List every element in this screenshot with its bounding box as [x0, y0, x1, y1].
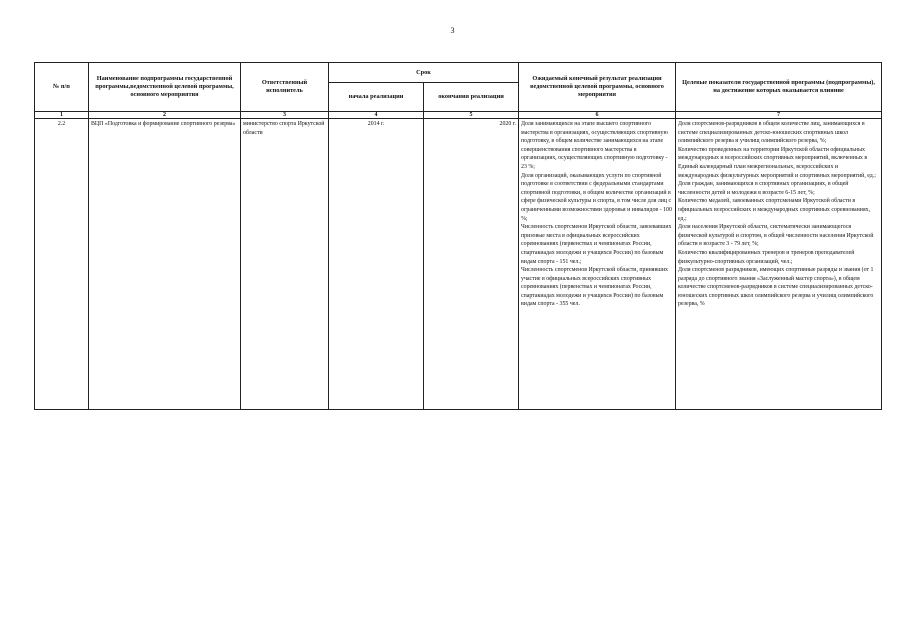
row-number: 2.2 — [35, 119, 89, 410]
header-expected-result: Ожидаемый конечный результат реализации ведомственной целевой программы, основного мероприятия — [519, 63, 676, 112]
indicator-item: Количество медалей, завоеванных спортсменами Иркутской области в официальных всероссийских и международных спортивных соревнованиях, ед.; — [678, 198, 871, 222]
column-number: 4 — [329, 112, 424, 119]
program-table — [34, 62, 882, 410]
page-number: 3 — [450, 26, 455, 35]
result-item: Численность спортсменов Иркутской области, принявших участие в официальных всероссийских спортивных соревнованиях (первенствах и чемпионатах России, спартакиадах молодежи и учащихся России) по базовым видам спорта - 355 чел. — [521, 267, 668, 308]
column-number: 3 — [241, 112, 329, 119]
indicator-item: Доля населения Иркутской области, систематически занимающегося физической культурой и спортом, в общей численности населения Иркутской области в возрасте 3 - 79 лет, %; — [678, 224, 874, 248]
result-item: Доля занимающихся на этапе высшего спортивного мастерства в организациях, осуществляющих спортивную подготовку, в общем количестве занимающихся на этапе совершенствования спортивного мастерства в организациях, осуществляющих спортивную подготовку - 23 %; — [521, 121, 668, 170]
column-number: 6 — [519, 112, 676, 119]
target-indicators-cell — [676, 119, 882, 410]
indicator-item: Доля граждан, занимающихся в спортивных организациях, в общей численности детей и молодежи в возрасте 6-15 лет, %; — [678, 181, 849, 196]
indicator-item: Доля спортсменов-разрядников в общем количестве лиц, занимающихся в системе специализированных детско-юношеских спортивных школ олимпийского резерва и училищ олимпийского резерва, %; — [678, 121, 865, 145]
header-term-end: окончания реализации — [424, 83, 519, 112]
table-row — [35, 119, 882, 410]
header-term-start: начала реализации — [329, 83, 424, 112]
program-name-cell: ВЦП «Подготовка и формирование спортивного резерва» — [89, 119, 241, 410]
header-program-name: Наименование подпрограммы государственной программы,ведомственной целевой программы, основного мероприятия — [89, 63, 241, 112]
indicator-item: Количество проведенных на территории Иркутской области официальных международных и всероссийских спортивных мероприятий, включенных в Единый календарный план межрегиональных, всероссийских и международных физкультурных мероприятий и спортивных мероприятий, ед.; — [678, 146, 876, 179]
column-number: 5 — [424, 112, 519, 119]
header-term: Срок — [329, 63, 519, 83]
result-item: Доля организаций, оказывающих услуги по спортивной подготовке в соответствии с федеральными стандартами спортивной подготовки, в общем количестве организаций в сфере физической культуры и спорта, в том числе для лиц с ограниченными возможностями здоровья и инвалидов - 100 %; — [521, 172, 672, 222]
column-number: 7 — [676, 112, 882, 119]
column-number: 2 — [89, 112, 241, 119]
executor-cell: министерство спорта Иркутской области — [241, 119, 329, 410]
header-executor: Ответственный исполнитель — [241, 63, 329, 112]
expected-result-cell — [519, 119, 676, 410]
column-number-row — [35, 112, 882, 119]
indicator-item: Количество квалифицированных тренеров и тренеров преподавателей физкультурно-спортивных организаций, чел.; — [678, 249, 855, 265]
end-year-cell: 2020 г. — [424, 119, 519, 410]
start-year-cell: 2014 г. — [329, 119, 424, 410]
indicator-item: Доля спортсменов разрядников, имеющих спортивные разряды и звания (от 1 разряда до спортивного звания «Заслуженный мастер спорта»), в общем количестве спортсменов-разрядников в системе специализированных детско-юношеских спортивных школ олимпийского резерва и училищ олимпийского резерва, % — [678, 267, 874, 308]
header-num: № п/п — [35, 63, 89, 112]
column-number: 1 — [35, 112, 89, 119]
header-target-indicators: Целевые показатели государственной программы (подпрограммы), на достижение которых оказывается влияние — [676, 63, 882, 112]
result-item: Численность спортсменов Иркутской области, завоевавших призовые места в официальных всероссийских соревнованиях (первенствах и чемпионатах России, спартакиадах молодежи и учащихся России) по базовым видам спорта - 151 чел.; — [521, 224, 672, 265]
